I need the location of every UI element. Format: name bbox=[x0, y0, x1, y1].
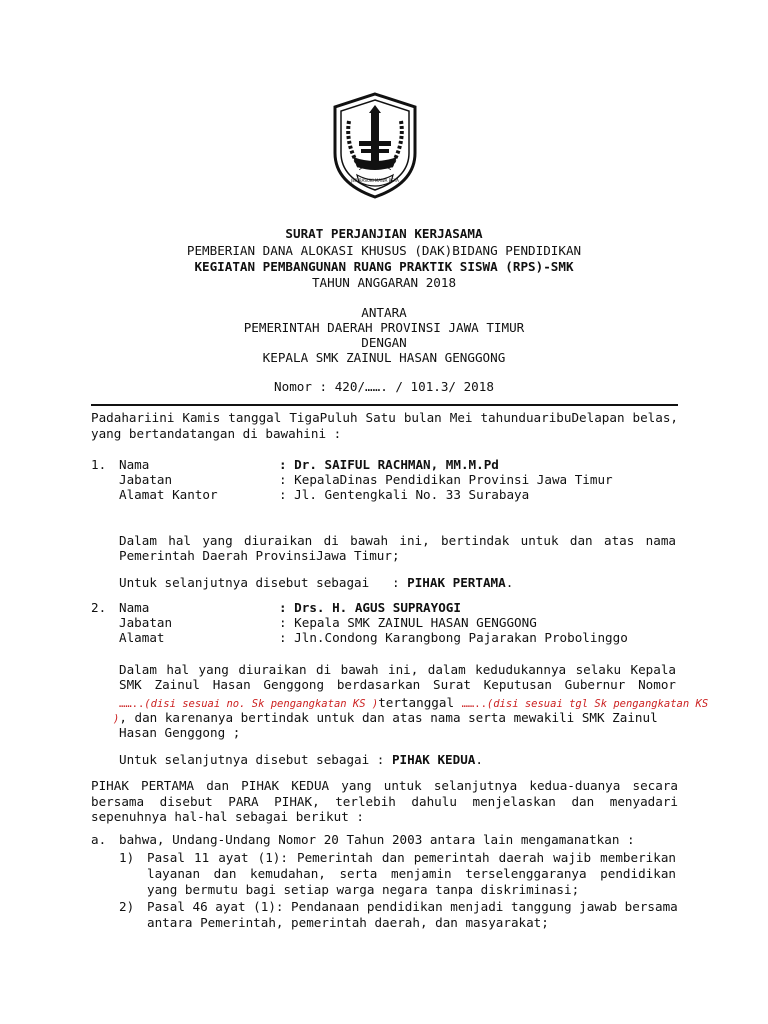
svg-text:JER BASUKI MAWA BEYA: JER BASUKI MAWA BEYA bbox=[351, 178, 399, 183]
document-title: SURAT PERJANJIAN KERJASAMA bbox=[285, 226, 483, 241]
party-two-address-label: Alamat bbox=[119, 630, 165, 645]
party-one-desc-line-2: Pemerintah Daerah ProvinsiJawa Timur; bbox=[119, 548, 400, 563]
document-number: Nomor : 420/……. / 101.3/ 2018 bbox=[274, 379, 494, 394]
parties-line-3: sepenuhnya hal-hal sebagai berikut : bbox=[91, 809, 364, 824]
party-two-number: 2. bbox=[91, 600, 107, 615]
point-2-label: 2) bbox=[119, 899, 135, 914]
party-two-position-label: Jabatan bbox=[119, 615, 173, 630]
sk-number-placeholder: (disi sesuai no. Sk pengangkatan KS ) bbox=[144, 698, 379, 710]
party-one-designation: Untuk selanjutnya disebut sebagai : PIHAK PERTAMA. bbox=[119, 575, 514, 590]
party-two-desc-line-4: ), dan karenanya bertindak untuk dan atas nama serta mewakili SMK Zainul bbox=[113, 710, 658, 725]
second-party-heading: KEPALA SMK ZAINUL HASAN GENGGONG bbox=[262, 350, 506, 365]
subtitle-line-1: PEMBERIAN DANA ALOKASI KHUSUS (DAK)BIDANG PENDIDIKAN bbox=[186, 243, 582, 258]
parties-line-2: bersama disebut PARA PIHAK, terlebih dahulu menjelaskan dan menyadari bbox=[91, 794, 678, 809]
party-two-desc-line-2: SMK Zainul Hasan Genggong berdasarkan Surat Keputusan Gubernur Nomor bbox=[119, 677, 676, 692]
party-two-name: : Drs. H. AGUS SUPRAYOGI bbox=[279, 600, 461, 615]
sk-date-placeholder: (disi sesuai tgl Sk pengangkatan KS bbox=[486, 698, 709, 710]
first-party-heading: PEMERINTAH DAERAH PROVINSI JAWA TIMUR bbox=[243, 320, 525, 335]
point-1-line-3: yang bermutu bagi setiap warga negara tanpa diskriminasi; bbox=[147, 882, 580, 897]
party-two-desc-line-3: ……..(disi sesuai no. Sk pengangkatan KS )tertanggal ……..(disi sesuai tgl Sk pengangkatan KS bbox=[119, 695, 709, 710]
point-2-line-2: antara Pemerintah, pemerintah daerah, dan masyarakat; bbox=[147, 915, 549, 930]
subtitle-line-3: TAHUN ANGGARAN 2018 bbox=[311, 275, 457, 290]
party-two-desc-line-5: Hasan Genggong ; bbox=[119, 725, 241, 740]
point-a-text: bahwa, Undang-Undang Nomor 20 Tahun 2003 antara lain mengamanatkan : bbox=[119, 832, 635, 847]
pihak-pertama-label: PIHAK PERTAMA bbox=[407, 575, 506, 590]
point-a-label: a. bbox=[91, 832, 107, 847]
party-two-position: : Kepala SMK ZAINUL HASAN GENGGONG bbox=[279, 615, 537, 630]
party-one-name: : Dr. SAIFUL RACHMAN, MM.M.Pd bbox=[279, 457, 499, 472]
point-1-label: 1) bbox=[119, 850, 135, 865]
header-divider bbox=[91, 404, 678, 406]
with-label: DENGAN bbox=[361, 335, 407, 350]
intro-line-2: yang bertandatangan di bawahini : bbox=[91, 426, 342, 441]
between-label: ANTARA bbox=[361, 305, 407, 320]
point-1-line-1: Pasal 11 ayat (1): Pemerintah dan pemerintah daerah wajib memberikan bbox=[147, 850, 676, 865]
party-one-address: : Jl. Gentengkali No. 33 Surabaya bbox=[279, 487, 530, 502]
point-1-line-2: layanan dan kemudahan, serta menjamin terselenggaranya pendidikan bbox=[147, 866, 676, 881]
party-one-desc-line-1: Dalam hal yang diuraikan di bawah ini, bertindak untuk dan atas nama bbox=[119, 533, 676, 548]
party-one-address-label: Alamat Kantor bbox=[119, 487, 218, 502]
party-two-designation: Untuk selanjutnya disebut sebagai : PIHAK KEDUA. bbox=[119, 752, 483, 767]
party-one-name-label: Nama bbox=[119, 457, 150, 472]
subtitle-line-2: KEGIATAN PEMBANGUNAN RUANG PRAKTIK SISWA (RPS)-SMK bbox=[194, 259, 574, 274]
party-one-position-label: Jabatan bbox=[119, 472, 173, 487]
party-two-name-label: Nama bbox=[119, 600, 150, 615]
province-emblem-logo bbox=[331, 91, 419, 199]
party-one-number: 1. bbox=[91, 457, 107, 472]
point-2-line-1: Pasal 46 ayat (1): Pendanaan pendidikan menjadi tanggung jawab bersama bbox=[147, 899, 678, 914]
pihak-kedua-label: PIHAK KEDUA bbox=[391, 752, 476, 767]
parties-line-1: PIHAK PERTAMA dan PIHAK KEDUA yang untuk selanjutnya kedua-duanya secara bbox=[91, 778, 678, 793]
party-two-address: : Jln.Condong Karangbong Pajarakan Probolinggo bbox=[279, 630, 628, 645]
intro-line-1: Padahariini Kamis tanggal TigaPuluh Satu bulan Mei tahunduaribuDelapan belas, bbox=[91, 410, 678, 425]
party-one-position: : KepalaDinas Pendidikan Provinsi Jawa Timur bbox=[279, 472, 613, 487]
party-two-desc-line-1: Dalam hal yang diuraikan di bawah ini, dalam kedudukannya selaku Kepala bbox=[119, 662, 676, 677]
